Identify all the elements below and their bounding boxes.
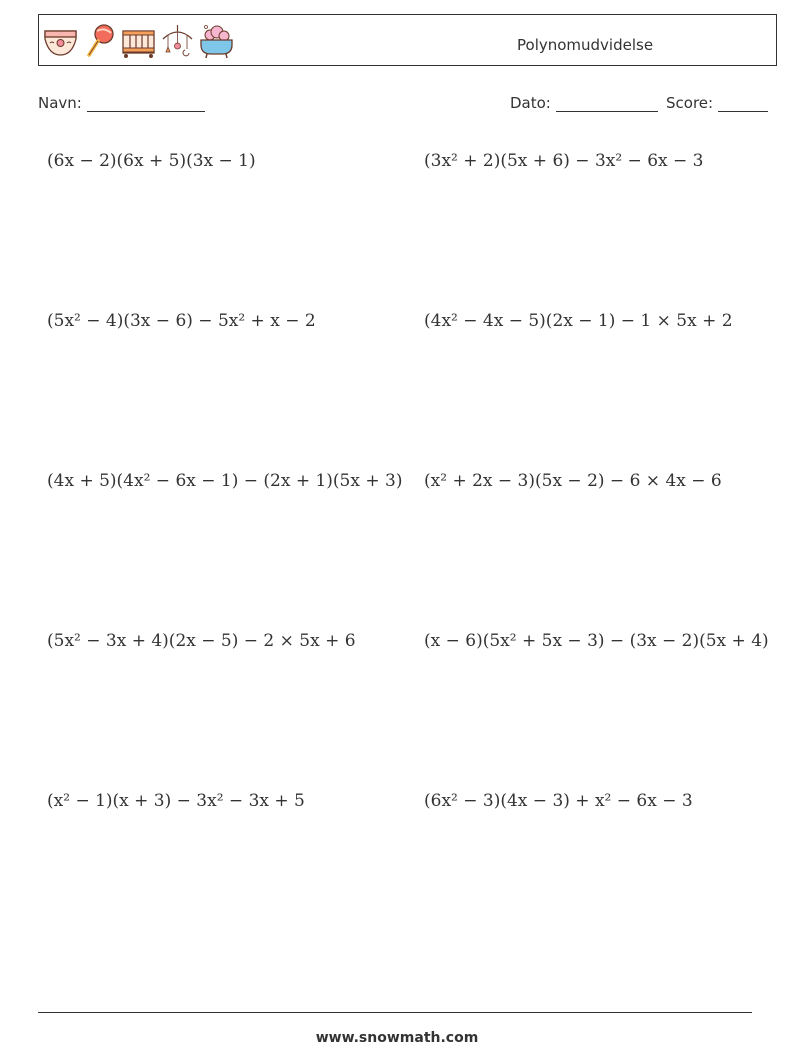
problem-8: (x − 6)(5x² + 5x − 3) − (3x − 2)(5x + 4) bbox=[424, 631, 769, 651]
problem-1: (6x − 2)(6x + 5)(3x − 1) bbox=[47, 151, 256, 171]
worksheet-header bbox=[38, 14, 777, 66]
problem-10: (6x² − 3)(4x − 3) + x² − 6x − 3 bbox=[424, 791, 693, 811]
crib-icon bbox=[120, 21, 157, 61]
footer-website: www.snowmath.com bbox=[315, 1030, 479, 1046]
problem-3: (5x² − 4)(3x − 6) − 5x² + x − 2 bbox=[47, 311, 316, 331]
date-field bbox=[510, 94, 658, 112]
icon-strip bbox=[42, 21, 235, 61]
problem-4: (4x² − 4x − 5)(2x − 1) − 1 × 5x + 2 bbox=[424, 311, 733, 331]
date-label: Dato: bbox=[510, 94, 551, 112]
score-label: Score: bbox=[666, 94, 714, 112]
problem-2: (3x² + 2)(5x + 6) − 3x² − 6x − 3 bbox=[424, 151, 704, 171]
problem-6: (x² + 2x − 3)(5x − 2) − 6 × 4x − 6 bbox=[424, 471, 722, 491]
date-blank bbox=[556, 97, 658, 112]
problem-7: (5x² − 3x + 4)(2x − 5) − 2 × 5x + 6 bbox=[47, 631, 356, 651]
score-field bbox=[666, 94, 768, 112]
problem-5: (4x + 5)(4x² − 6x − 1) − (2x + 1)(5x + 3) bbox=[47, 471, 403, 491]
name-blank bbox=[87, 97, 205, 112]
name-label: Navn: bbox=[38, 94, 82, 112]
problem-9: (x² − 1)(x + 3) − 3x² − 3x + 5 bbox=[47, 791, 305, 811]
diaper-icon bbox=[42, 21, 79, 61]
bathtub-icon bbox=[198, 21, 235, 61]
rattle-icon bbox=[81, 21, 118, 61]
score-blank bbox=[718, 97, 768, 112]
worksheet-title: Polynomudvidelse bbox=[517, 36, 654, 54]
baby-mobile-icon bbox=[159, 21, 196, 61]
name-field bbox=[38, 94, 205, 112]
footer-divider bbox=[38, 1012, 752, 1013]
